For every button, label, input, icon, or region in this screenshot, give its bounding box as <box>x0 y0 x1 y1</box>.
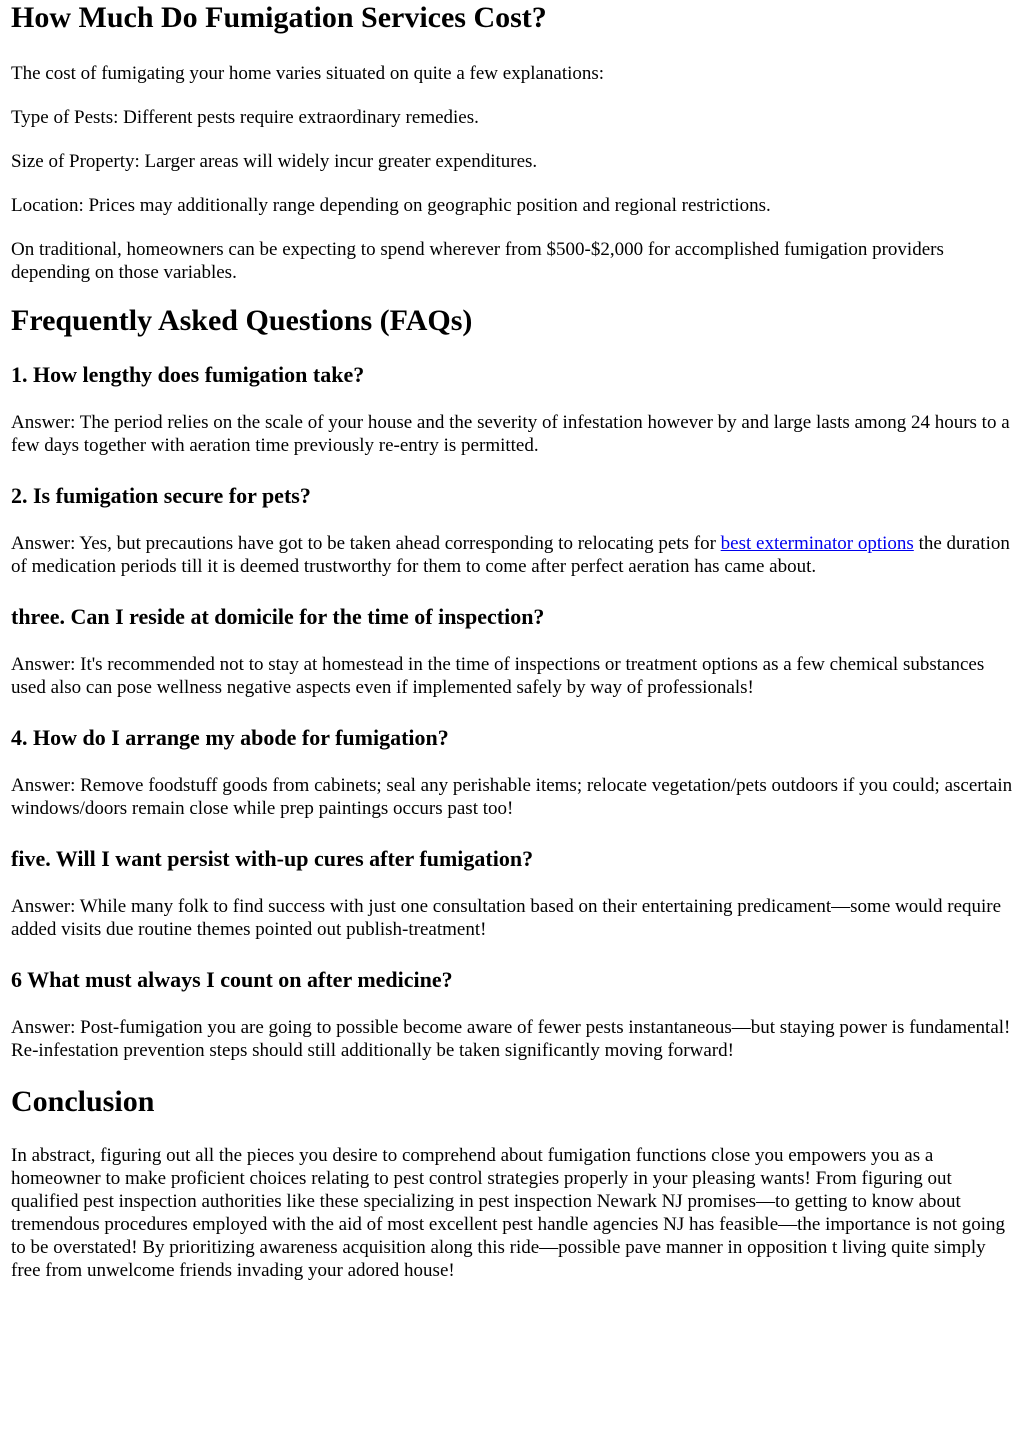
faq-question-2: 2. Is fumigation secure for pets? <box>11 483 311 508</box>
faq-heading: Frequently Asked Questions (FAQs) <box>11 304 473 337</box>
conclusion-heading: Conclusion <box>11 1085 155 1118</box>
cost-factor-size: Size of Property: Larger areas will widely incur greater expenditures. <box>11 151 538 172</box>
faq-answer-2-text-before: Answer: Yes, but precautions have got to be taken ahead corresponding to relocating pets for <box>11 533 721 554</box>
cost-average: On traditional, homeowners can be expecting to spend wherever from $500-$2,000 for accomplished fumigation providers depending on those variables. <box>11 239 944 283</box>
faq-answer-5: Answer: While many folk to find success with just one consultation based on their entertaining predicament—some would require added visits due routine themes pointed out publish-treatment! <box>11 896 1002 940</box>
faq-answer-4: Answer: Remove foodstuff goods from cabinets; seal any perishable items; relocate vegetation/pets outdoors if you could; ascertain windows/doors remain close while prep paintings occurs past too! <box>11 775 1013 819</box>
best-exterminator-options-link[interactable]: best exterminator options <box>720 533 914 554</box>
faq-question-4: 4. How do I arrange my abode for fumigation? <box>11 725 449 750</box>
cost-intro: The cost of fumigating your home varies situated on quite a few explanations: <box>11 63 605 84</box>
faq-answer-2 <box>11 532 1014 578</box>
faq-question-1: 1. How lengthy does fumigation take? <box>11 362 365 387</box>
cost-factor-pests: Type of Pests: Different pests require extraordinary remedies. <box>11 107 479 128</box>
faq-answer-2-text-after: the duration of medication periods till it is deemed trustworthy for them to come after perfect aeration has came about. <box>11 533 1010 577</box>
faq-answer-3: Answer: It's recommended not to stay at homestead in the time of inspections or treatment options as a few chemical substances used also can pose wellness negative aspects even if implemented safely by way of professionals! <box>11 654 985 698</box>
faq-question-6: 6 What must always I count on after medicine? <box>11 967 453 992</box>
faq-question-3: three. Can I reside at domicile for the time of inspection? <box>11 604 545 629</box>
conclusion-body: In abstract, figuring out all the pieces you desire to comprehend about fumigation functions close you empowers you as a homeowner to make proficient choices relating to pest control strategies properly in your pleasing wants! From figuring out qualified pest inspection authorities like these specializing in pest inspection Newark NJ promises—to getting to know about tremendous procedures employed with the aid of most excellent pest handle agencies NJ has feasible—the importance is not going to be overstated! By prioritizing awareness acquisition along this ride—possible pave manner in opposition t living quite simply free from unwelcome friends invading your adored house! <box>11 1145 1006 1281</box>
faq-question-5: five. Will I want persist with-up cures after fumigation? <box>11 846 534 871</box>
cost-factor-location: Location: Prices may additionally range depending on geographic position and regional restrictions. <box>11 195 771 216</box>
cost-heading: How Much Do Fumigation Services Cost? <box>11 1 547 34</box>
faq-answer-1: Answer: The period relies on the scale of your house and the severity of infestation however by and large lasts among 24 hours to a few days together with aeration time previously re-entry is permitted. <box>11 412 1010 456</box>
faq-answer-6: Answer: Post-fumigation you are going to possible become aware of fewer pests instantaneous—but staying power is fundamental! Re-infestation prevention steps should still additionally be taken significantly moving forward! <box>11 1017 1011 1061</box>
